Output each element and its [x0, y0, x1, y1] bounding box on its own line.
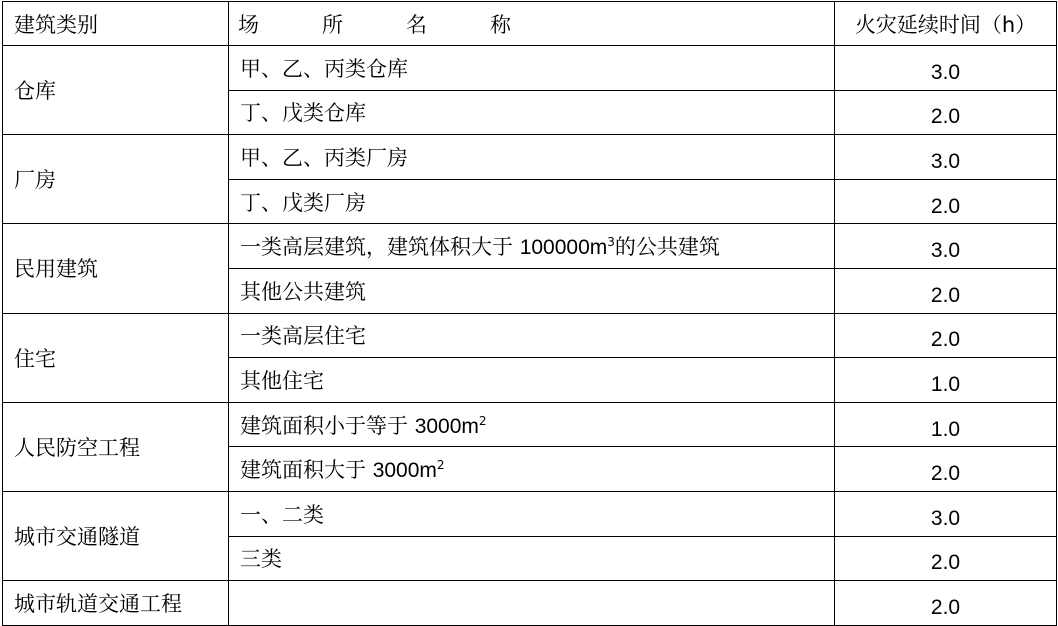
- table-row: [3, 491, 1057, 536]
- duration-cell: 3.0: [835, 491, 1057, 536]
- duration-cell: 3.0: [835, 135, 1057, 180]
- duration-cell: 2.0: [835, 581, 1057, 626]
- category-cell: 住宅: [3, 313, 229, 402]
- place-cell: 一、二类: [229, 491, 835, 536]
- duration-cell: 3.0: [835, 224, 1057, 269]
- place-cell: 三类: [229, 536, 835, 581]
- place-cell: [229, 581, 835, 626]
- place-cell: 甲、乙、丙类厂房: [229, 135, 835, 180]
- place-cell: 其他公共建筑: [229, 268, 835, 313]
- duration-cell: 2.0: [835, 313, 1057, 358]
- header-duration: 火灾延续时间（h）: [835, 2, 1057, 46]
- category-cell: 民用建筑: [3, 224, 229, 313]
- category-cell: 城市轨道交通工程: [3, 581, 229, 626]
- place-cell: 建筑面积大于 $3000m^2$: [229, 447, 835, 492]
- place-cell: 一类高层住宅: [229, 313, 835, 358]
- place-cell: 建筑面积小于等于 $3000m^2$: [229, 402, 835, 447]
- header-category: 建筑类别: [3, 2, 229, 46]
- category-cell: 厂房: [3, 135, 229, 224]
- fire-duration-table: [2, 1, 1057, 626]
- table-row: [3, 46, 1057, 91]
- header-place: 场 所 名 称: [229, 2, 835, 46]
- place-cell: 丁、戊类厂房: [229, 179, 835, 224]
- place-cell: 其他住宅: [229, 358, 835, 403]
- table-row: [3, 135, 1057, 180]
- duration-cell: 2.0: [835, 536, 1057, 581]
- place-cell: 一类高层建筑，建筑体积大于 $100000m^3$的公共建筑: [229, 224, 835, 269]
- duration-cell: 1.0: [835, 402, 1057, 447]
- duration-cell: 3.0: [835, 46, 1057, 91]
- duration-cell: 1.0: [835, 358, 1057, 403]
- place-cell: 甲、乙、丙类仓库: [229, 46, 835, 91]
- duration-cell: 2.0: [835, 268, 1057, 313]
- table-row: [3, 402, 1057, 447]
- table-row: [3, 224, 1057, 269]
- table-header-row: [3, 2, 1057, 46]
- duration-cell: 2.0: [835, 179, 1057, 224]
- category-cell: 人民防空工程: [3, 402, 229, 491]
- duration-cell: 2.0: [835, 447, 1057, 492]
- category-cell: 城市交通隧道: [3, 491, 229, 580]
- duration-cell: 2.0: [835, 90, 1057, 135]
- table-row: [3, 313, 1057, 358]
- place-cell: 丁、戊类仓库: [229, 90, 835, 135]
- category-cell: 仓库: [3, 46, 229, 135]
- table-row: [3, 581, 1057, 626]
